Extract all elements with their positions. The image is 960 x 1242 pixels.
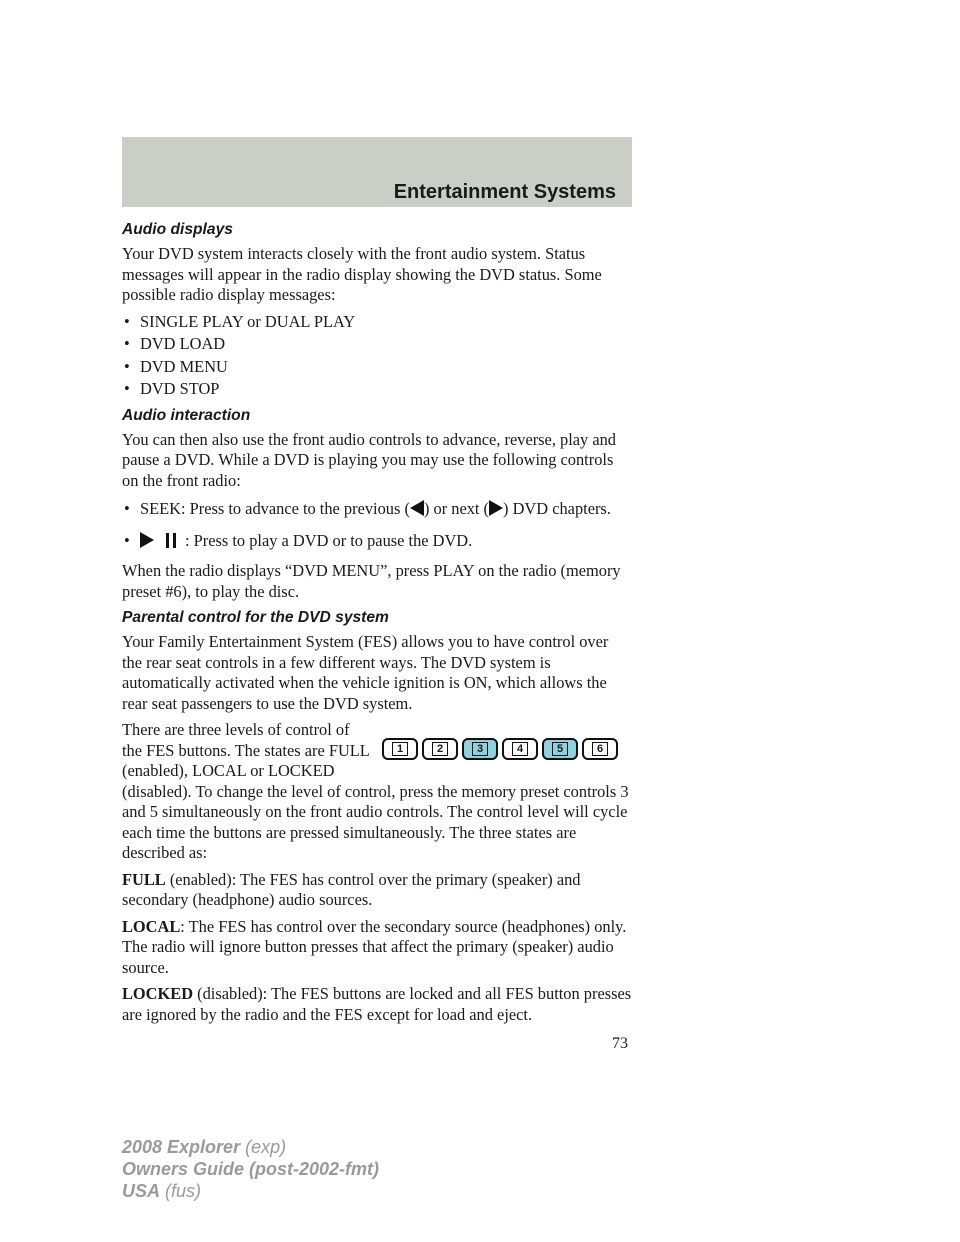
preset-button-3: 3	[462, 738, 498, 760]
heading-audio-interaction: Audio interaction	[122, 406, 251, 424]
preset-button-2: 2	[422, 738, 458, 760]
list-item-play-pause: • : Press to play a DVD or to pause the DVD.	[124, 531, 473, 550]
preset-button-4: 4	[502, 738, 538, 760]
section-title: Entertainment Systems	[393, 181, 616, 203]
footer-line-2: Owners Guide (post-2002-fmt)	[122, 1159, 380, 1179]
preset-button-1: 1	[382, 738, 418, 760]
list-item: • SINGLE PLAY or DUAL PLAY	[124, 311, 356, 331]
heading-parental-control: Parental control for the DVD system	[122, 609, 389, 626]
document-footer	[122, 1136, 379, 1202]
list-item: • DVD MENU	[124, 356, 228, 376]
pause-icon	[166, 533, 177, 548]
page-number: 73	[612, 1035, 628, 1052]
local-state-description: LOCAL: The FES has control over the secondary source (headphones) only. The radio will ignore button presses that affect the primary (speaker) audio source.	[122, 916, 627, 977]
dvd-menu-note: When the radio displays “DVD MENU”, press PLAY on the radio (memory preset #6), to play the disc.	[122, 561, 621, 601]
preset-button-5: 5	[542, 738, 578, 760]
previous-triangle-icon	[410, 500, 424, 516]
locked-state-description: LOCKED (disabled): The FES buttons are locked and all FES button presses are ignored by the radio and the FES except for load and eject.	[122, 984, 632, 1024]
audio-displays-intro: Your DVD system interacts closely with the front audio system. Status messages will appear in the radio display showing the DVD status. Some possible radio display messages:	[122, 244, 602, 304]
next-triangle-icon	[489, 500, 503, 516]
preset-button-6: 6	[582, 738, 618, 760]
play-icon	[140, 532, 154, 548]
list-item: • DVD LOAD	[124, 334, 226, 353]
full-state-description: FULL (enabled): The FES has control over the primary (speaker) and secondary (headphone) audio sources.	[122, 869, 581, 909]
control-levels-paragraph: 1 2 3 4 5 6 There are three levels of control of the FES buttons. The states are FULL (enabled), LOCAL or LOCKED (disabled). To change the level of control, press the memory preset controls 3 and 5 simultaneously on the front audio controls. The control level will cycle each time the buttons are pressed simultaneously. The three states are described as:	[122, 720, 632, 864]
audio-interaction-intro: You can then also use the front audio controls to advance, reverse, play and pause a DVD. While a DVD is playing you may use the following controls on the front radio:	[122, 429, 617, 490]
page-content	[122, 220, 632, 1031]
memory-preset-buttons-illustration	[382, 738, 632, 768]
list-item: • DVD STOP	[124, 379, 220, 398]
footer-line-3: USA (fus)	[122, 1181, 202, 1201]
footer-line-1: 2008 Explorer (exp)	[122, 1137, 287, 1157]
list-item-seek: • SEEK: Press to advance to the previous ( ) or next ( ) DVD chapters.	[124, 499, 611, 518]
heading-audio-displays: Audio displays	[122, 221, 233, 238]
section-header-band	[122, 137, 632, 207]
parental-intro: Your Family Entertainment System (FES) allows you to have control over the rear seat controls in a few different ways. The DVD system is automatically activated when the vehicle ignition is ON, which allows the rear seat passengers to use the DVD system.	[122, 632, 609, 713]
